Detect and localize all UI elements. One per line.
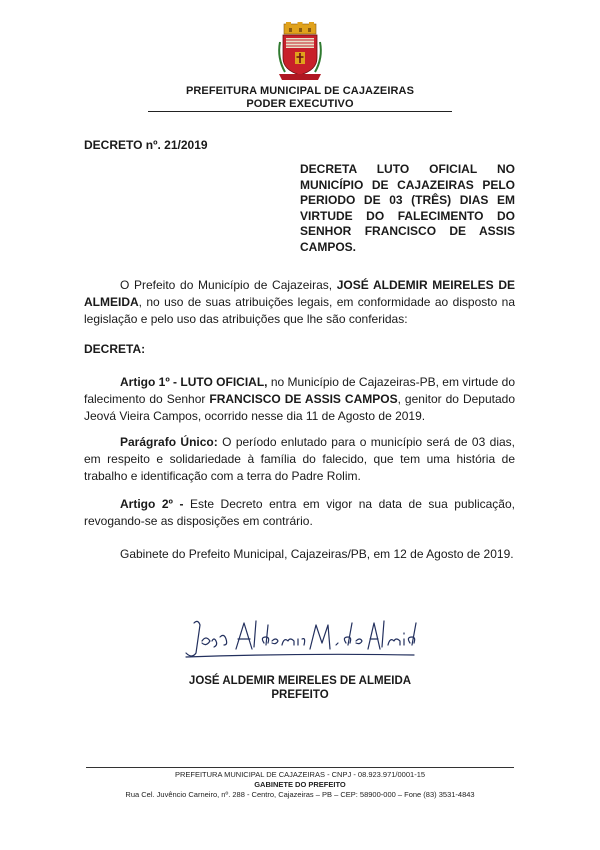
sole-paragraph bbox=[84, 434, 515, 485]
article-1-label: Artigo 1º - LUTO OFICIAL, bbox=[120, 375, 268, 389]
decree-summary: DECRETA LUTO OFICIAL NO MUNICÍPIO DE CAJAZEIRAS PELO PERIODO DE 03 (TRÊS) DIAS EM VIRTUDE DO FALECIMENTO DO SENHOR FRANCISCO DE ASSIS CAMPOS. bbox=[300, 162, 515, 254]
footer-address: Rua Cel. Juvêncio Carneiro, nº. 288 - Centro, Cajazeiras – PB – CEP: 58900-000 – Fone (83) 3531-4843 bbox=[125, 790, 475, 799]
deceased-name: FRANCISCO DE ASSIS CAMPOS bbox=[209, 392, 398, 406]
intro-text-pre: O Prefeito do Município de Cajazeiras, bbox=[120, 278, 337, 292]
article-1-text-pre: no Município de Cajazeiras-PB, em virtude do falecimento do Senhor bbox=[84, 375, 515, 406]
mayor-name: JOSÉ ALDEMIR MEIRELES DE ALMEIDA bbox=[188, 675, 412, 687]
closing-paragraph: Gabinete do Prefeito Municipal, Cajazeiras/PB, em 12 de Agosto de 2019. bbox=[120, 547, 514, 561]
decreta-heading: DECRETA: bbox=[84, 342, 146, 356]
footer-divider bbox=[86, 767, 514, 768]
mayor-title: PREFEITO bbox=[271, 689, 329, 701]
handwritten-signature bbox=[180, 613, 420, 661]
article-2-label: Artigo 2º - bbox=[120, 497, 184, 511]
article-2-paragraph bbox=[84, 496, 515, 530]
footer-cnpj: PREFEITURA MUNICIPAL DE CAJAZEIRAS - CNPJ - 08.923.971/0001-15 bbox=[174, 770, 426, 779]
article-1-text-post: , genitor do Deputado Jeová Vieira Campos, ocorrido nesse dia 11 de Agosto de 2019. bbox=[84, 392, 515, 423]
municipality-header: PREFEITURA MUNICIPAL DE CAJAZEIRAS bbox=[185, 85, 415, 97]
article-1-paragraph bbox=[84, 374, 515, 425]
article-2-text: Este Decreto entra em vigor na data de sua publicação, revogando-se as disposições em contrário. bbox=[84, 497, 515, 528]
mayor-name-inline: JOSÉ ALDEMIR MEIRELES DE ALMEIDA bbox=[84, 278, 515, 309]
header-divider bbox=[148, 111, 452, 112]
intro-text-post: , no uso de suas atribuições legais, em conformidade ao disposto na legislação e pelo uso das atribuições que lhe são conferidas: bbox=[84, 295, 515, 326]
coat-of-arms-logo bbox=[275, 22, 325, 84]
footer-office: GABINETE DO PREFEITO bbox=[254, 780, 346, 789]
intro-paragraph bbox=[84, 277, 515, 328]
decree-number: DECRETO nº. 21/2019 bbox=[84, 138, 208, 152]
branch-header: PODER EXECUTIVO bbox=[246, 98, 354, 110]
sole-paragraph-label: Parágrafo Único: bbox=[120, 435, 218, 449]
sole-paragraph-text: O período enlutado para o município será de 03 dias, em respeito e solidariedade à família do falecido, que tem uma história de trabalho e identificação com a terra do Padre Rolim. bbox=[84, 435, 515, 483]
